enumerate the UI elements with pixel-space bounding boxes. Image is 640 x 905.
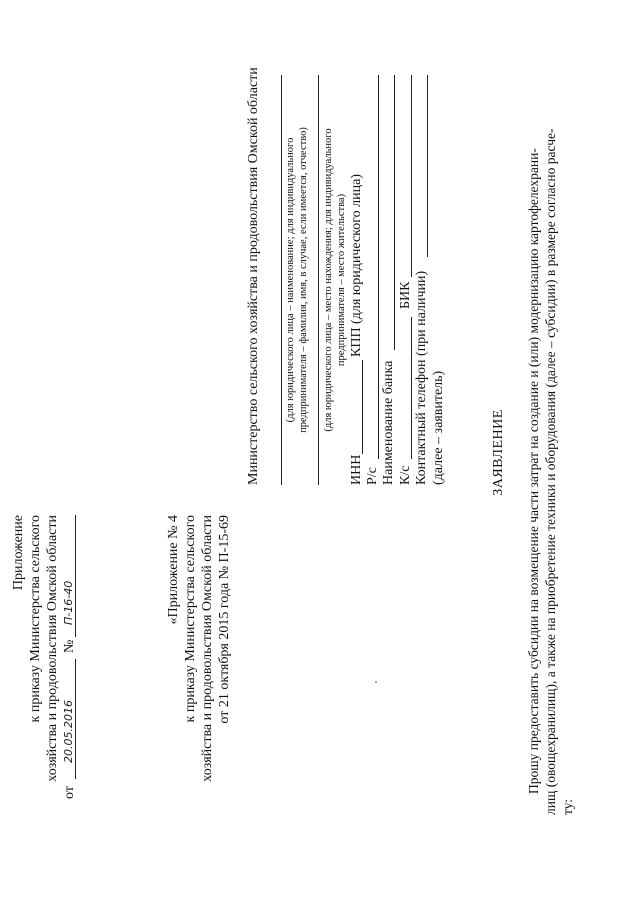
- phone-label: Контактный телефон (при наличии): [414, 270, 429, 485]
- prev-attachment-line-1: к приказу Министерства сельского: [183, 515, 198, 723]
- scan-speck: [375, 681, 377, 683]
- address-caption-1: (для юридического лица – место нахождения; для индивидуального: [323, 128, 334, 432]
- name-line: [281, 75, 282, 485]
- statement-heading: ЗАЯВЛЕНИЕ: [491, 409, 506, 496]
- prev-attachment-line-2: хозяйства и продовольствия Омской области: [200, 515, 215, 782]
- name-caption-1: (для юридического лица – наименование; для индивидуального: [285, 137, 296, 423]
- bik-label: БИК: [398, 281, 413, 309]
- inn-line: [362, 360, 363, 454]
- addressee: Министерство сельского хозяйства и продовольствия Омской области: [246, 67, 261, 485]
- kpp-label: КПП (для юридического лица): [349, 174, 364, 357]
- number-handwritten: П-16-40: [62, 580, 75, 625]
- attachment-title: Приложение: [11, 515, 26, 591]
- rs-label: Р/с: [365, 467, 380, 485]
- inn-label: ИНН: [349, 454, 364, 485]
- statement-line-2: лищ (овощехранилищ), а также на приобретение техники и оборудования (далее – субсидии) в размере согласно расче-: [543, 128, 558, 815]
- attachment-line-2: хозяйства и продовольствия Омской области: [45, 515, 60, 782]
- prev-attachment-title: «Приложение № 4: [166, 515, 181, 625]
- statement-line-3: ту:: [560, 798, 575, 815]
- number-prefix: №: [62, 639, 77, 653]
- date-prefix: от: [62, 786, 77, 799]
- date-handwritten: 20.05.2016: [62, 700, 75, 763]
- attachment-line-1: к приказу Министерства сельского: [28, 515, 43, 723]
- ks-line: [411, 317, 412, 459]
- ks-label: К/с: [398, 465, 413, 485]
- attachment-date-number-line: [61, 515, 78, 815]
- phone-line: [427, 75, 428, 257]
- name-caption-2: предпринимателя – фамилия, имя, в случае, если имеется, отчество): [298, 127, 309, 433]
- rs-line: [378, 75, 379, 459]
- bank-line: [394, 75, 395, 350]
- statement-line-1: Прошу предоставить субсидии на возмещение части затрат на создание и (или) модернизацию картофелехрани-: [526, 148, 541, 794]
- prev-attachment-line-3: от 21 октября 2015 года № П-15-69: [217, 515, 232, 724]
- bik-line: [411, 75, 412, 277]
- bank-label: Наименование банка: [381, 360, 396, 485]
- address-line: [318, 75, 319, 485]
- address-caption-2: предпринимателя – место жительства): [336, 193, 347, 367]
- applicant-note: (далее – заявитель): [431, 370, 446, 485]
